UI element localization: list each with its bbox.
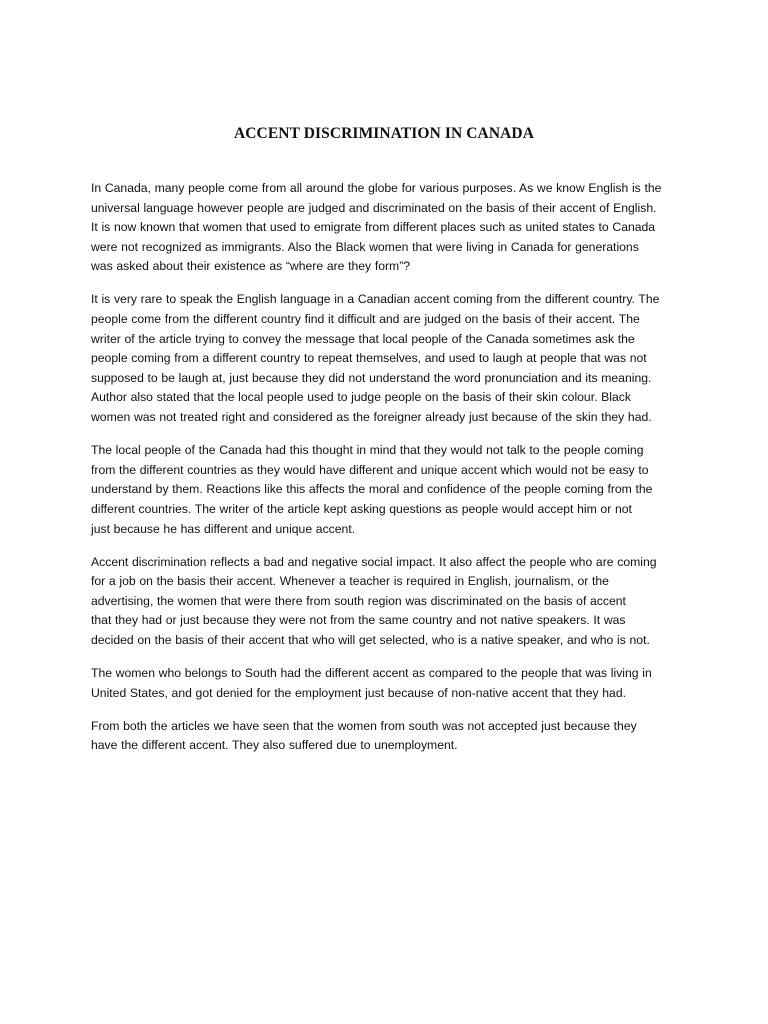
text-line: was asked about their existence as “where are they form”?: [91, 259, 411, 274]
text-line: In Canada, many people come from all around the globe for various purposes. As we know English is the: [91, 181, 662, 195]
paragraph-2: [91, 290, 687, 427]
text-line: Author also stated that the local people used to judge people on the basis of their skin colour. Black: [91, 390, 631, 405]
text-line: have the different accent. They also suffered due to unemployment.: [91, 738, 458, 753]
paragraph-3: [91, 441, 687, 539]
text-line: different countries. The writer of the article kept asking questions as people would accept him or not: [91, 501, 632, 516]
text-line: The women who belongs to South had the different accent as compared to the people that was living in: [91, 666, 652, 681]
text-line: writer of the article trying to convey the message that local people of the Canada sometimes ask the: [91, 331, 635, 346]
text-line: The local people of the Canada had this thought in mind that they would not talk to the people coming: [91, 443, 644, 458]
text-line: just because he has different and unique accent.: [91, 521, 356, 536]
text-line: people come from the different country find it difficult and are judged on the basis of their accent. The: [91, 312, 640, 327]
text-line: universal language however people are judged and discriminated on the basis of their accent of English.: [91, 200, 657, 215]
text-line: for a job on the basis their accent. Whenever a teacher is required in English, journalism, or the: [91, 574, 609, 589]
text-line: women was not treated right and considered as the foreigner already just because of the skin they had.: [91, 410, 652, 425]
text-line: were not recognized as immigrants. Also the Black women that were living in Canada for generations: [91, 239, 639, 254]
paragraph-1: [91, 179, 687, 277]
text-line: supposed to be laugh at, just because they did not understand the word pronunciation and its meaning.: [91, 370, 652, 385]
text-line: from the different countries as they would have different and unique accent which would not be easy to: [91, 462, 649, 477]
document-title: ACCENT DISCRIMINATION IN CANADA: [233, 125, 535, 142]
paragraph-6: [91, 717, 687, 756]
text-line: From both the articles we have seen that the women from south was not accepted just because they: [91, 718, 637, 733]
paragraph-4: [91, 553, 687, 651]
document-body: [91, 179, 687, 769]
paragraph-5: [91, 664, 687, 703]
text-line: Accent discrimination reflects a bad and negative social impact. It also affect the people who are coming: [91, 554, 657, 569]
text-line: United States, and got denied for the employment just because of non-native accent that they had.: [91, 685, 626, 700]
text-line: decided on the basis of their accent that who will get selected, who is a native speaker, and who is not.: [91, 632, 650, 647]
text-line: It is now known that women that used to emigrate from different places such as united states to Canada: [91, 220, 656, 235]
text-line: people coming from a different country to repeat themselves, and used to laugh at people that was not: [91, 351, 647, 366]
text-line: It is very rare to speak the English language in a Canadian accent coming from the different country. The: [91, 292, 660, 307]
text-line: that they had or just because they were not from the same country and not native speakers. It was: [91, 613, 626, 628]
text-line: understand by them. Reactions like this affects the moral and confidence of the people coming from the: [91, 482, 653, 497]
text-line: advertising, the women that were there from south region was discriminated on the basis of accent: [91, 593, 626, 608]
